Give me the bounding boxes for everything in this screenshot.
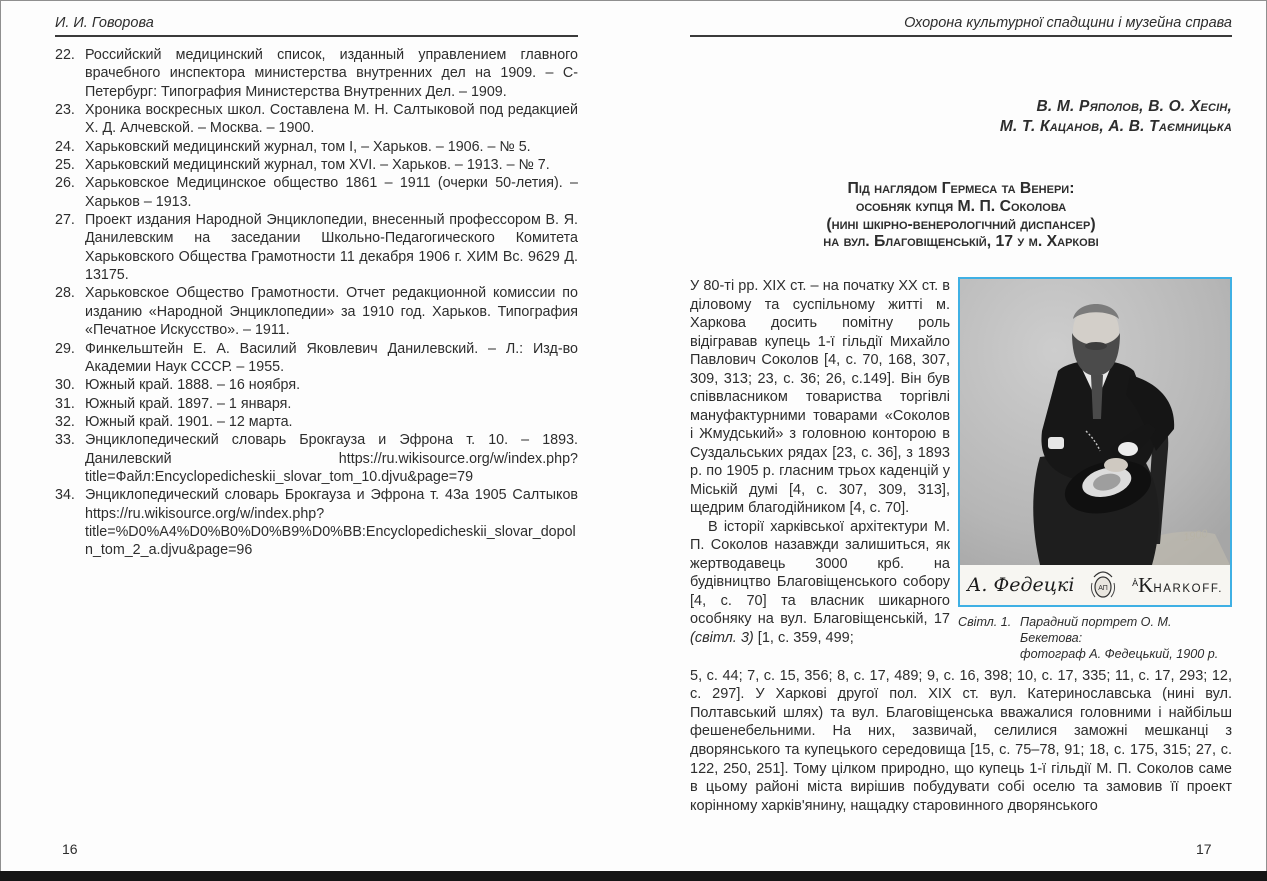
reference-item xyxy=(55,413,578,431)
page-number-left: 16 xyxy=(62,841,78,857)
reference-number: 32. xyxy=(55,413,75,430)
reference-item xyxy=(55,284,578,339)
title-line: на вул. Благовіщенській, 17 у м. Харкові xyxy=(823,233,1099,251)
reference-item xyxy=(55,486,578,559)
reference-number: 26. xyxy=(55,175,75,192)
reference-number: 31. xyxy=(55,395,75,412)
reference-number: 27. xyxy=(55,212,75,229)
reference-item xyxy=(55,431,578,486)
figure-reference: (світл. 3) xyxy=(690,629,754,646)
running-header-right: Охорона культурної спадщини і музейна справа xyxy=(690,15,1232,37)
reference-number: 22. xyxy=(55,47,75,63)
page-number-right: 17 xyxy=(1196,841,1212,857)
body-paragraph-full-width: 5, с. 44; 7, с. 15, 356; 8, с. 17, 489; 9, с. 16, 398; 10, с. 17, 335; 11, с. 17, 293; 12, с. 297]. У Харкові другої пол. XIX ст. вул. Катеринославська (нині вул. Полтавський шлях) та вул. Благовіщенська вважалися головними і найбільш фешенебельними. На них, зазвичай, селилися заможні мешканці з дворянського та купецького середовища [15, с. 75–78, 91; 18, с. 175, 315; 27, с. 122, 250, 251]. Тому цілком природно, що купець 1-ї гільдії М. П. Соколов саме в цьому районі міста вирішив побудувати собі оселю та замовив її проект корінному харків'янину, нащадку старовинного дворянського xyxy=(690,667,1232,814)
photo-studio-strip xyxy=(960,565,1230,605)
reference-number: 34. xyxy=(55,487,75,504)
authors-line: М. Т. Кацанов, А. В. Таємницька xyxy=(999,117,1232,135)
reference-text: Проект издания Народной Энциклопедии, внесенный профессором В. Я. Данилевским на заседании Школьно-Педагогического Комитета Харьковского Общества Грамотности 11 декабря 1906 г. ХИМ Вс. 9629 Д. 13175. xyxy=(85,212,578,284)
reference-text: Харьковское Общество Грамотности. Отчет редакционной комиссии по изданию «Народной Энциклопедии» за 1910 год. Харьков. Типография «Печатное Искусство». – 1911. xyxy=(85,285,578,339)
reference-text: Южный край. 1901. – 12 марта. xyxy=(85,413,293,430)
figure-caption xyxy=(958,615,1232,662)
reference-list xyxy=(55,46,578,560)
body-paragraph: У 80-ті рр. XIX ст. – на початку XX ст. в діловому та суспільному житті м. Харкова досить помітну роль відігравав купець 1-ї гільдії Михайло Павлович Соколов [4, с. 70, 168, 307, 309, 313; 23, с. 36; 26, с.149]. Він був співвласником товариства торгівлі мануфактурними товарами «Соколов і Жмудський» з головною конторою в Суздальських рядах [23, с. 36], з 1893 р. по 1905 р. гласним трьох каденцій у Міській думі [4, с. 307, 309, 313], щедрим благодійником [4, с. 70]. xyxy=(690,278,950,517)
running-header-left: И. И. Говорова xyxy=(55,15,578,37)
studio-rest: HARKOFF. xyxy=(1153,582,1223,595)
title-line: (нині шкірно-венерологічний диспансер) xyxy=(826,215,1096,233)
title-line: Під наглядом Гермеса та Венери: xyxy=(847,180,1075,197)
two-column-section xyxy=(690,277,1232,662)
studio-initial: K xyxy=(1138,572,1154,597)
reference-text: Южный край. 1897. – 1 января. xyxy=(85,395,292,412)
reference-item xyxy=(55,340,578,377)
left-page xyxy=(55,15,578,560)
reference-number: 28. xyxy=(55,285,75,302)
authors-block xyxy=(690,97,1232,136)
reference-item xyxy=(55,101,578,138)
reference-item xyxy=(55,174,578,211)
reference-text: Хроника воскресных школ. Составлена М. Н. Салтыковой под редакцией Х. Д. Алчевской. – Москва. – 1900. xyxy=(85,102,578,137)
reference-item xyxy=(55,395,578,413)
reference-text: Энциклопедический словарь Брокгауза и Эфрона т. 43а 1905 Салтыков https://ru.wikisource.org/w/index.php?title=%D0%A4%D0%B0%D0%B9%D0%BB:Encyclopedicheskii_slovar_dopoln_tom_2_a.djvu&page=96 xyxy=(85,487,578,559)
reference-item xyxy=(55,376,578,394)
authors-line: В. М. Ряполов, В. О. Хесін, xyxy=(1036,98,1232,115)
reference-number: 29. xyxy=(55,340,75,357)
caption-line: Парадний портрет О. М. Бекетова: xyxy=(1020,615,1172,645)
figure-column xyxy=(958,277,1232,662)
right-page xyxy=(690,15,1232,815)
reference-text: Харьковский медицинский журнал, том I, – Харьков. – 1906. – № 5. xyxy=(85,138,531,155)
reference-number: 33. xyxy=(55,432,75,449)
reference-text: Энциклопедический словарь Брокгауза и Эфрона т. 10. – 1893. Данилевский https://ru.wikisource.org/w/index.php?title=Файл:Encyclopedicheskii_slovar_tom_10.djvu&page=79 xyxy=(85,432,578,485)
figure-caption-label: Світл. 1. xyxy=(958,615,1012,630)
article-title xyxy=(690,180,1232,251)
svg-text:1900: 1900 xyxy=(1182,528,1209,545)
studio-location-text xyxy=(1132,573,1223,598)
reference-item xyxy=(55,46,578,101)
reference-text: Финкельштейн Е. А. Василий Яковлевич Данилевский. – Л.: Изд-во Академии Наук СССР. – 1955. xyxy=(85,340,578,375)
reference-item xyxy=(55,138,578,156)
reference-item xyxy=(55,211,578,284)
scan-bottom-edge xyxy=(0,871,1267,881)
reference-number: 25. xyxy=(55,157,75,174)
reference-number: 23. xyxy=(55,102,75,119)
reference-number: 30. xyxy=(55,377,75,394)
portrait-photo xyxy=(958,277,1232,607)
reference-item xyxy=(55,156,578,174)
reference-text: Харьковский медицинский журнал, том XVI. – Харьков. – 1913. – № 7. xyxy=(85,157,550,174)
body-paragraph xyxy=(690,518,950,648)
figure-caption-text xyxy=(1020,615,1232,662)
body-text-run: [1, с. 359, 499; xyxy=(753,629,854,646)
body-text-column xyxy=(690,277,950,662)
portrait-photo-illustration xyxy=(960,279,1230,565)
photographer-crest-icon xyxy=(1090,569,1116,601)
reference-text: Российский медицинский список, изданный управлением главного врачебного инспектора министерства внутренних дел на 1909. – С-Петербург: Типография Министерства Внутренних Дел. – 1909. xyxy=(85,47,578,100)
title-line: особняк купця М. П. Соколова xyxy=(855,197,1067,215)
reference-text: Харьковское Медицинское общество 1861 – 1911 (очерки 50-летия). – Харьков – 1913. xyxy=(85,175,578,210)
svg-text:АП: АП xyxy=(1098,585,1109,593)
photographer-signature: А. Федецкі xyxy=(967,574,1075,597)
studio-accent-mark: À xyxy=(1132,577,1139,588)
reference-number: 24. xyxy=(55,138,75,155)
caption-line: фотограф А. Федецький, 1900 р. xyxy=(1020,646,1219,661)
reference-text: Южный край. 1888. – 16 ноября. xyxy=(85,377,301,394)
body-text-run: В історії харківської архітектури М. П. Соколов назавжди залишиться, як жертводавець 3000 крб. на будівництво Благовіщенського собору [4, с. 70] та власник шикарного особняку на вул. Благовіщенській, 17 xyxy=(690,518,950,628)
